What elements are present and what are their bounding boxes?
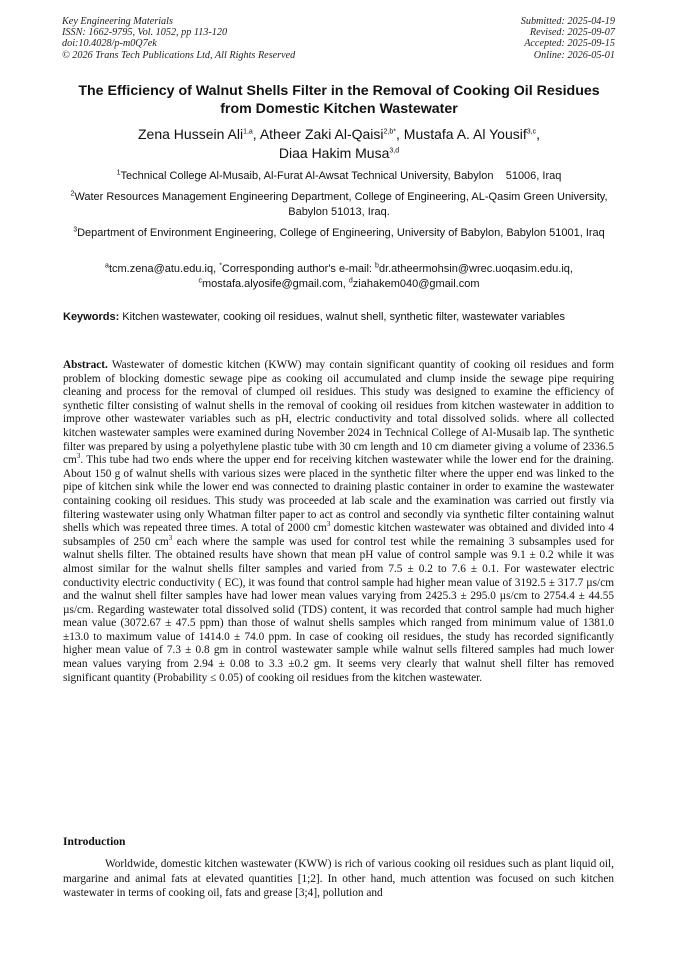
affiliation-marker: 2 xyxy=(70,190,75,198)
email-marker: a xyxy=(105,262,109,270)
submitted-date: Submitted: 2025-04-19 xyxy=(520,16,615,27)
keywords-label: Keywords: xyxy=(63,311,120,323)
email-marker: d xyxy=(348,276,353,284)
author-name: Atheer Zaki Al-Qaisi xyxy=(259,126,384,142)
author-affiliation-marker: 1,a xyxy=(243,128,253,136)
affiliation-1 xyxy=(70,169,608,184)
email-link[interactable]: ziahakem040@gmail.com xyxy=(352,277,480,290)
copyright: © 2026 Trans Tech Publications Ltd, All Rights Reserved xyxy=(62,49,296,61)
author-emails xyxy=(70,262,608,291)
author-affiliation-marker: 2,b* xyxy=(383,128,396,136)
journal-name: Key Engineering Materials xyxy=(62,16,173,27)
keywords-text: Kitchen wastewater, cooking oil residues, walnut shell, synthetic filter, wastewater variables xyxy=(119,311,565,323)
publication-dates xyxy=(521,16,615,61)
keywords-section xyxy=(63,310,614,325)
revised-date: Revised: 2025-09-07 xyxy=(529,27,615,39)
affiliation-text: Technical College Al-Musaib, Al-Furat Al-Awsat Technical University, Babylon 51006, Iraq xyxy=(120,170,562,182)
corresponding-label: Corresponding author's e-mail: xyxy=(221,263,376,275)
introduction-text: Worldwide, domestic kitchen wastewater (KWW) is rich of various cooking oil residues such as plant liquid oil, margarine and animal fats at elevated quantities [1;2]. In other hand, much attention was focused on such kitchen wastewater in terms of cooking oil, fats and grease [3;4], pollution and xyxy=(63,858,614,900)
author-list: Zena Hussein Ali$^{1,a}$, Atheer Zaki Al-Qaisi$^{2,b*}$, Mustafa A. Al Yousif$^{3,c}$, Diaa Hakim Musa$^{3,d}$ xyxy=(138,126,540,161)
author-affiliation-marker: 3,d xyxy=(389,147,400,155)
abstract-text: . This tube had two ends where the upper end for receiving kitchen wastewater while the lower end for the draining. About 150 g of walnut shells with various sizes were placed in the synthetic filter where the upper end was linked to the pipe of kitchen sink while the lower end was connected to draining plastic container in order to examine the wastewater containing cooking oil residues. This study was proceeded at lab scale and the examination was carried out firstly via filtering wastewater using only Whatman filter paper to act as control and secondly via synthetic filter containing walnut shells which was repeated three times. A total of 2000 cm xyxy=(63,454,614,535)
abstract-text: domestic kitchen wastewater was obtained and divided into 4 subsamples of 250 cm xyxy=(63,522,614,548)
author-name: Mustafa A. Al Yousif xyxy=(403,126,527,142)
issn: ISSN: 1662-9795, Vol. 1052, pp 113-120 xyxy=(62,27,228,39)
paper-title: The Efficiency of Walnut Shells Filter in the Removal of Cooking Oil Residues from Domestic Kitchen Wastewater xyxy=(78,83,600,117)
affiliation-text: Water Resources Management Engineering Department, College of Engineering, AL-Qasim Green University, Babylon 51013, Iraq. xyxy=(74,191,608,218)
email-link[interactable]: mostafa.alyosife@gmail.com, xyxy=(201,277,349,290)
author-name: Zena Hussein Ali xyxy=(138,126,244,142)
email-marker: c xyxy=(198,276,202,284)
affiliation-3 xyxy=(70,226,608,241)
affiliation-marker: 3 xyxy=(73,226,78,234)
affiliation-text: Department of Environment Engineering, College of Engineering, University of Babylon, Babylon 51001, Iraq xyxy=(77,227,605,239)
online-date: Online: 2026-05-01 xyxy=(533,49,615,61)
introduction-heading: Introduction xyxy=(63,836,126,848)
journal-info xyxy=(62,16,295,61)
abstract-section xyxy=(63,359,614,685)
abstract-label: Abstract. xyxy=(63,359,108,371)
email-link[interactable]: tcm.zena@atu.edu.iq, xyxy=(108,263,220,275)
corresponding-marker: * xyxy=(219,262,222,270)
abstract-text: Wastewater of domestic kitchen (KWW) may contain significant quantity of cooking oil residues and form problem of blocking domestic sewage pipe as cooking oil accumulated and clump inside the sewage pipe requiring cleaning and process for the removal of clumped oil residues. This study was designed to examine the efficiency of synthetic filter consisting of walnut shells in the removal of cooking oil residues from kitchen wastewater in addition to improve other wastewater variables such as pH, electric conductivity and total dissolved solids. where all collected kitchen wastewater samples were examined during November 2024 in Technical College of Al-Musaib lap. The synthetic filter was prepared by using a polyethylene plastic tube with 30 cm length and 10 cm diameter giving a volume of 2336.5 cm xyxy=(63,359,614,467)
superscript: 3 xyxy=(76,452,81,461)
affiliation-marker: 1 xyxy=(116,169,121,177)
affiliation-2 xyxy=(70,190,608,219)
author-affiliation-marker: 3,c xyxy=(526,128,537,136)
accepted-date: Accepted: 2025-09-15 xyxy=(524,38,615,50)
author-name: Diaa Hakim Musa xyxy=(278,145,390,161)
email-link[interactable]: dr.atheermohsin@wrec.uoqasim.edu.iq, xyxy=(378,263,573,275)
doi: doi:10.4028/p-m0Q7ek xyxy=(62,38,157,50)
superscript: 3 xyxy=(168,533,173,542)
abstract-text: each where the sample was used for control test while the remaining 3 subsamples used for walnut shells filter. The obtained results have shown that mean pH value of control sample was 9.1 ± 0.2 while it was almost similar for the walnut shells filter samples and varied from 7.5 ± 0.2 to 7.6 ± 0.1. For wastewater electric conductivity electric conductivity ( EC), it was found that control sample had higher mean value of 3192.5 ± 317.7 µs/cm and the walnut shell filter samples have had lower mean values varying from 2425.3 ± 295.0 µs/cm to 2754.4 ± 44.55 µs/cm. Regarding wastewater total dissolved solid (TDS) content, it was recorded that control sample had much higher mean value (3072.67 ± 47.5 ppm) than those of walnut shells samples which ranged from minimum value of 1381.0 ±13.0 to maximum value of 1414.0 ± 74.0 ppm. In case of cooking oil residues, the study has recorded significantly higher mean value of 7.3 ± 0.8 gm in control wastewater sample while walnut sells filtered samples had much lower mean values varying from 2.94 ± 0.08 to 3.3 ±0.2 gm. It seems very clearly that walnut shell filter has removed significant quantity (Probability ≤ 0.05) of cooking oil residues from the kitchen wastewater. xyxy=(63,535,614,684)
superscript: 3 xyxy=(326,520,331,529)
email-marker: b xyxy=(375,262,379,270)
